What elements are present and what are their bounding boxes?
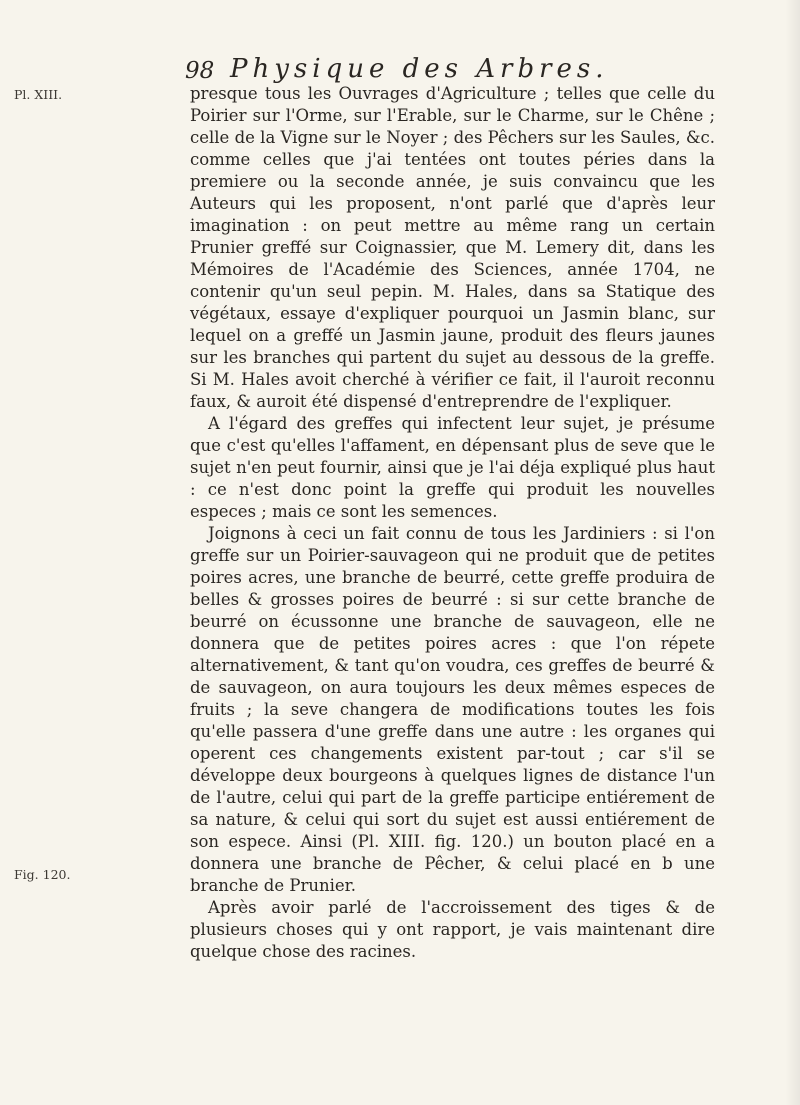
- paragraph-4: Après avoir parlé de l'accroissement des tiges & de plusieurs choses qui y ont rapport, je vais maintenant dire quelque chose des racines.: [190, 898, 715, 961]
- page-number: 98: [185, 58, 215, 84]
- page-body: [190, 83, 715, 963]
- running-title: Physique des Arbres.: [230, 54, 609, 84]
- figure-margin-note: Fig. 120.: [14, 867, 71, 882]
- paragraph-1: presque tous les Ouvrages d'Agriculture ; telles que celle du Poirier sur l'Orme, sur l'Erable, sur le Charme, sur le Chêne ; celle de la Vigne sur le Noyer ; des Pêchers sur les Saules, &c. comme celles que j'ai tentées ont toutes péries dans la premiere ou la seconde année, je suis convaincu que les Auteurs qui les proposent, n'ont parlé que d'après leur imagination : on peut mettre au même rang un certain Prunier greffé sur Coignassier, que M. Lemery dit, dans les Mémoires de l'Académie des Sciences, année 1704, ne contenir qu'un seul pepin. M. Hales, dans sa Statique des végétaux, essaye d'expliquer pourquoi un Jasmin blanc, sur lequel on a greffé un Jasmin jaune, produit des fleurs jaunes sur les branches qui partent du sujet au dessous de la greffe. Si M. Hales avoit cherché à vérifier ce fait, il l'auroit reconnu faux, & auroit été dispensé d'entreprendre de l'expliquer.: [190, 84, 715, 411]
- plate-margin-note: Pl. XIII.: [14, 87, 63, 102]
- page-edge-shadow: [785, 0, 800, 1105]
- paragraph-2: A l'égard des greffes qui infectent leur sujet, je présume que c'est qu'elles l'affament, en dépensant plus de seve que le sujet n'en peut fournir, ainsi que je l'ai déja expliqué plus haut : ce n'est donc point la greffe qui produit les nouvelles especes ; mais ce sont les semences.: [190, 414, 715, 521]
- paragraph-3: Joignons à ceci un fait connu de tous les Jardiniers : si l'on greffe sur un Poirier-sauvageon qui ne produit que de petites poires acres, une branche de beurré, cette greffe produira de belles & grosses poires de beurré : si sur cette branche de beurré on écussonne une branche de sauvageon, elle ne donnera que de petites poires acres : que l'on répete alternativement, & tant qu'on voudra, ces greffes de beurré & de sauvageon, on aura toujours les deux mêmes especes de fruits ; la seve changera de modifications toutes les fois qu'elle passera d'une greffe dans une autre : les organes qui operent ces changements existent par-tout ; car s'il se développe deux bourgeons à quelques lignes de distance l'un de l'autre, celui qui part de la greffe participe entiérement de sa nature, & celui qui sort du sujet est aussi entiérement de son espece. Ainsi (Pl. XIII. fig. 120.) un bouton placé en a donnera une branche de Pêcher, & celui placé en b une branche de Prunier.: [190, 524, 715, 895]
